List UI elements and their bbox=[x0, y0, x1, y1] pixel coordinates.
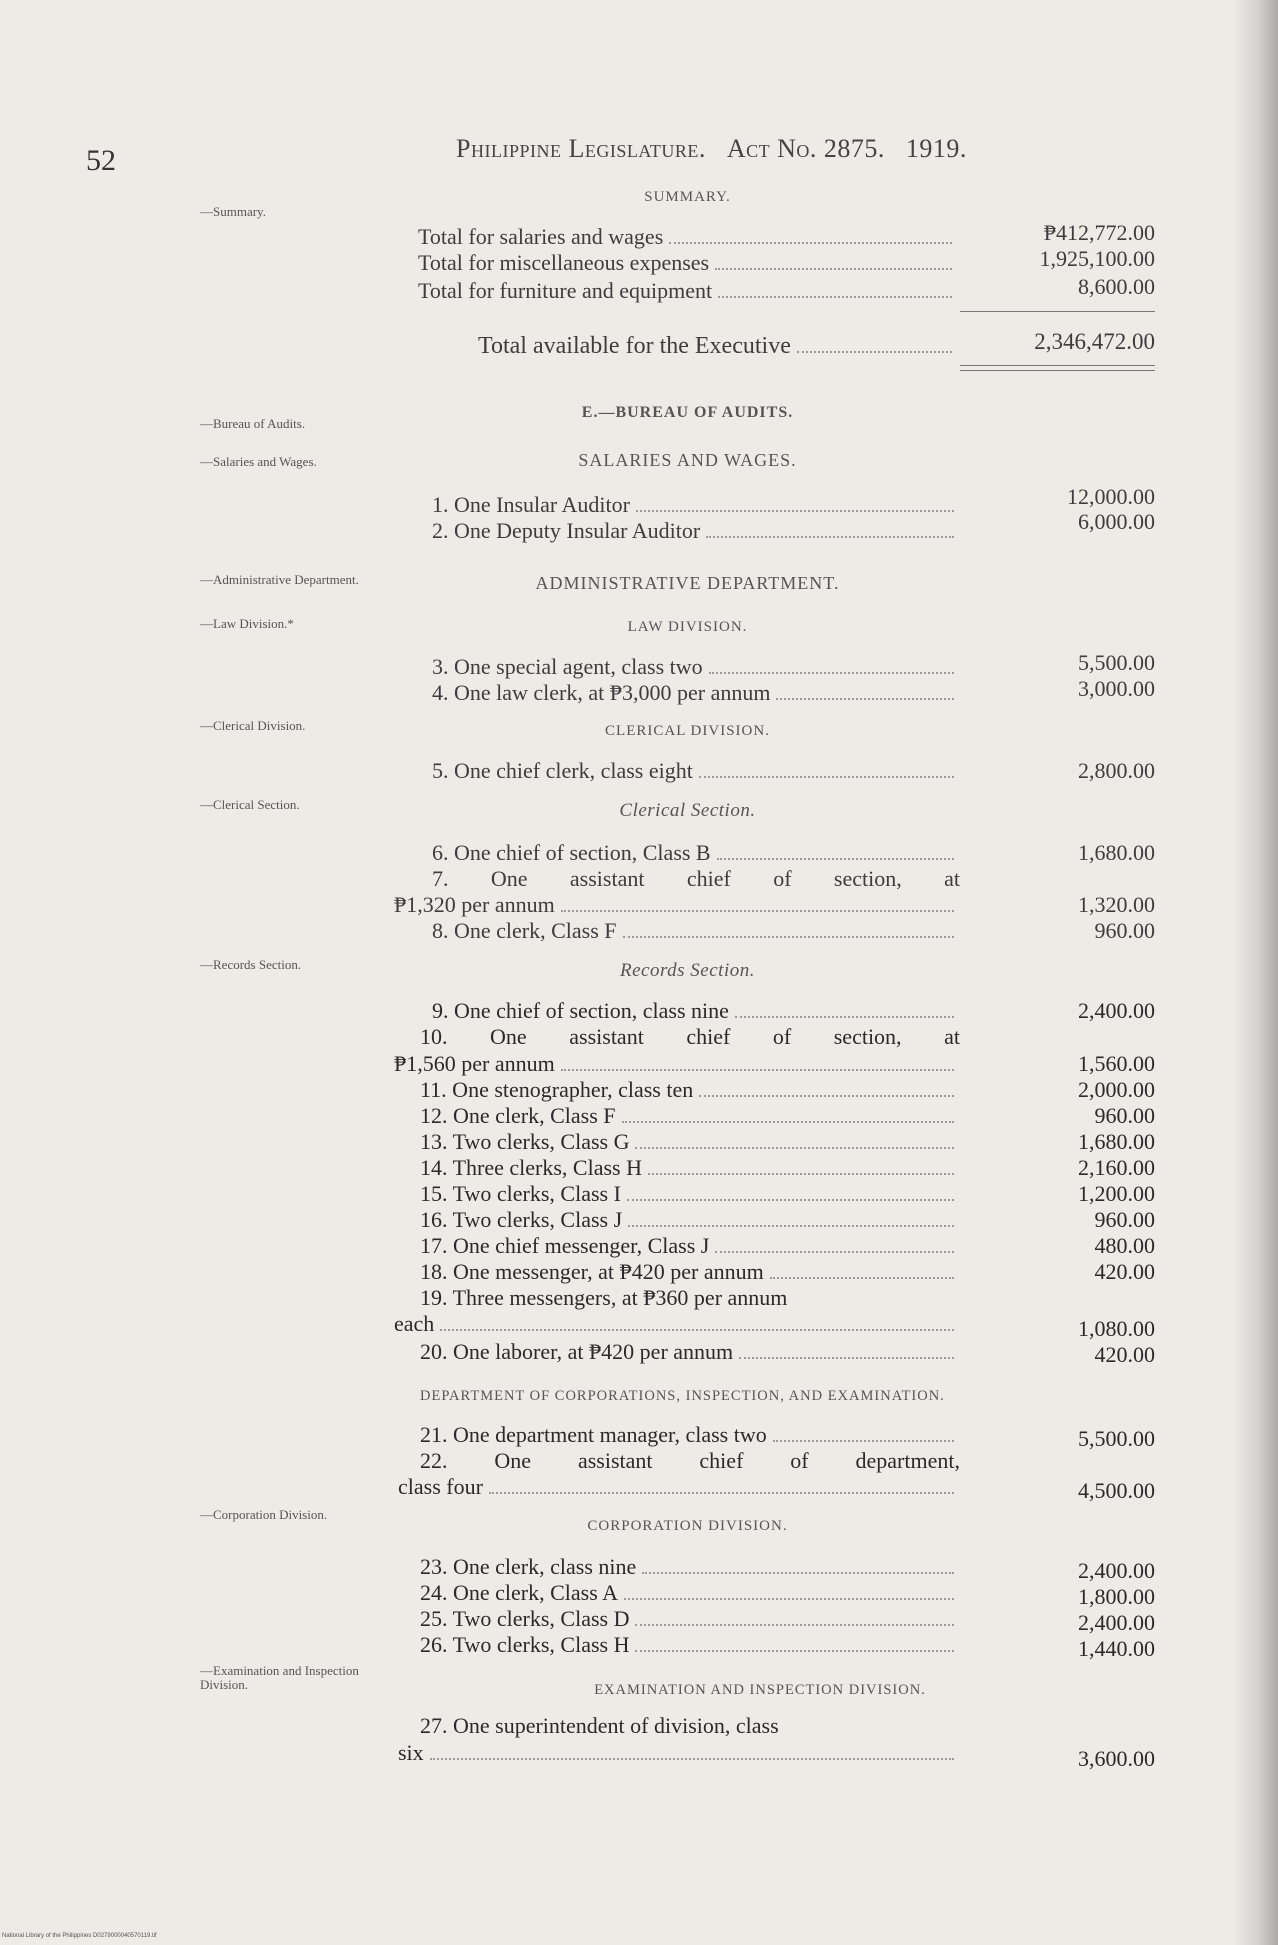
item-amount-16: 960.00 bbox=[1094, 1207, 1155, 1232]
item-row-17: 17. One chief messenger, Class J bbox=[420, 1233, 960, 1259]
item-row-19: 19. Three messengers, at ₱360 per annum bbox=[420, 1285, 788, 1310]
item-row-6: 6. One chief of section, Class B bbox=[432, 840, 960, 866]
item-amount-1: 12,000.00 bbox=[1067, 484, 1155, 509]
heading-clerical-division: CLERICAL DIVISION. bbox=[605, 723, 770, 739]
item-row-7-cont: ₱1,320 per annum bbox=[394, 892, 960, 918]
margin-note-summary: —Summary. bbox=[200, 204, 266, 219]
item-row-27-cont: six bbox=[398, 1740, 960, 1766]
header-year: 1919. bbox=[905, 134, 967, 163]
heading-law-division: LAW DIVISION. bbox=[627, 619, 748, 635]
item-row-24: 24. One clerk, Class A bbox=[420, 1580, 960, 1606]
heading-summary: SUMMARY. bbox=[644, 189, 731, 205]
item-amount-15: 1,200.00 bbox=[1078, 1181, 1155, 1206]
item-amount-3: 5,500.00 bbox=[1078, 650, 1155, 675]
item-amount-6: 1,680.00 bbox=[1078, 840, 1155, 865]
margin-note-law-division: —Law Division.* bbox=[200, 616, 294, 631]
item-row-5: 5. One chief clerk, class eight bbox=[432, 758, 960, 784]
heading-corporations-department: DEPARTMENT OF CORPORATIONS, INSPECTION, AND EXAMINATION. bbox=[420, 1388, 945, 1404]
summary-double-rule bbox=[960, 370, 1155, 371]
summary-amount: ₱412,772.00 bbox=[1043, 220, 1155, 245]
summary-total-row: Total available for the Executive bbox=[478, 333, 958, 359]
item-row-11: 11. One stenographer, class ten bbox=[420, 1077, 960, 1103]
margin-note-clerical-division: —Clerical Division. bbox=[200, 718, 306, 733]
item-row-23: 23. One clerk, class nine bbox=[420, 1554, 960, 1580]
margin-note-clerical-section: —Clerical Section. bbox=[200, 797, 300, 812]
heading-salaries-and-wages: SALARIES AND WAGES. bbox=[578, 450, 797, 470]
item-amount-22: 4,500.00 bbox=[1078, 1478, 1155, 1503]
margin-note-corporation-division: —Corporation Division. bbox=[200, 1507, 328, 1522]
item-row-4: 4. One law clerk, at ₱3,000 per annum bbox=[432, 680, 960, 706]
item-amount-10: 1,560.00 bbox=[1078, 1051, 1155, 1076]
item-row-14: 14. Three clerks, Class H bbox=[420, 1155, 960, 1181]
heading-clerical-section: Clerical Section. bbox=[619, 800, 756, 821]
heading-bureau: E.—BUREAU OF AUDITS. bbox=[581, 404, 794, 421]
summary-row: Total for salaries and wages bbox=[418, 224, 958, 250]
item-amount-12: 960.00 bbox=[1094, 1103, 1155, 1128]
header-title: Philippine Legislature. bbox=[456, 134, 706, 163]
summary-amount: 1,925,100.00 bbox=[1039, 246, 1155, 271]
item-row-12: 12. One clerk, Class F bbox=[420, 1103, 960, 1129]
item-row-3: 3. One special agent, class two bbox=[432, 654, 960, 680]
item-amount-14: 2,160.00 bbox=[1078, 1155, 1155, 1180]
item-amount-25: 2,400.00 bbox=[1078, 1610, 1155, 1635]
item-row-21: 21. One department manager, class two bbox=[420, 1422, 960, 1448]
item-row-16: 16. Two clerks, Class J bbox=[420, 1207, 960, 1233]
item-row-15: 15. Two clerks, Class I bbox=[420, 1181, 960, 1207]
heading-records-section: Records Section. bbox=[620, 960, 755, 981]
item-amount-24: 1,800.00 bbox=[1078, 1584, 1155, 1609]
item-row-9: 9. One chief of section, class nine bbox=[432, 998, 960, 1024]
heading-administrative-department: ADMINISTRATIVE DEPARTMENT. bbox=[535, 573, 840, 593]
item-amount-11: 2,000.00 bbox=[1078, 1077, 1155, 1102]
item-amount-19: 1,080.00 bbox=[1078, 1316, 1155, 1341]
item-row-18: 18. One messenger, at ₱420 per annum bbox=[420, 1259, 960, 1285]
item-row-2: 2. One Deputy Insular Auditor bbox=[432, 518, 960, 544]
item-amount-20: 420.00 bbox=[1094, 1342, 1155, 1367]
item-amount-18: 420.00 bbox=[1094, 1259, 1155, 1284]
margin-note-records-section: —Records Section. bbox=[200, 957, 302, 972]
page-number: 52 bbox=[86, 144, 116, 177]
item-row-1: 1. One Insular Auditor bbox=[432, 492, 960, 518]
item-row-27: 27. One superintendent of division, class bbox=[420, 1713, 779, 1738]
item-row-10: 10. One assistant chief of section, at bbox=[420, 1024, 960, 1049]
item-amount-2: 6,000.00 bbox=[1078, 509, 1155, 534]
summary-amount: 8,600.00 bbox=[1078, 274, 1155, 299]
summary-row: Total for furniture and equipment bbox=[418, 278, 958, 304]
page-edge-shadow bbox=[1232, 0, 1278, 1945]
item-amount-4: 3,000.00 bbox=[1078, 676, 1155, 701]
item-row-25: 25. Two clerks, Class D bbox=[420, 1606, 960, 1632]
heading-corporation-division: CORPORATION DIVISION. bbox=[587, 1518, 788, 1534]
item-amount-21: 5,500.00 bbox=[1078, 1426, 1155, 1451]
margin-note-bureau-of-audits: —Bureau of Audits. bbox=[200, 416, 306, 431]
item-row-10-cont: ₱1,560 per annum bbox=[394, 1051, 960, 1077]
item-amount-7: 1,320.00 bbox=[1078, 892, 1155, 917]
item-row-13: 13. Two clerks, Class G bbox=[420, 1129, 960, 1155]
margin-note-examination-division: —Examination and Inspection Division. bbox=[200, 1663, 359, 1692]
item-amount-26: 1,440.00 bbox=[1078, 1636, 1155, 1661]
margin-note-salaries-and-wages: —Salaries and Wages. bbox=[200, 454, 317, 469]
item-row-19-cont: each bbox=[394, 1311, 960, 1337]
item-amount-13: 1,680.00 bbox=[1078, 1129, 1155, 1154]
item-row-7: 7. One assistant chief of section, at bbox=[432, 866, 960, 891]
margin-note-administrative-department: —Administrative Department. bbox=[200, 572, 359, 587]
running-header bbox=[456, 134, 967, 164]
item-amount-17: 480.00 bbox=[1094, 1233, 1155, 1258]
item-amount-8: 960.00 bbox=[1094, 918, 1155, 943]
summary-double-rule bbox=[960, 365, 1155, 366]
summary-rule bbox=[960, 311, 1155, 312]
item-row-8: 8. One clerk, Class F bbox=[432, 918, 960, 944]
item-row-22-cont: class four bbox=[398, 1474, 960, 1500]
summary-total-amount: 2,346,472.00 bbox=[1034, 329, 1155, 354]
header-act: Act No. 2875. bbox=[726, 134, 885, 163]
item-amount-27: 3,600.00 bbox=[1078, 1746, 1155, 1771]
item-row-26: 26. Two clerks, Class H bbox=[420, 1632, 960, 1658]
item-row-22: 22. One assistant chief of department, bbox=[420, 1448, 960, 1473]
item-amount-9: 2,400.00 bbox=[1078, 998, 1155, 1023]
heading-examination-division: EXAMINATION AND INSPECTION DIVISION. bbox=[594, 1682, 926, 1698]
item-amount-5: 2,800.00 bbox=[1078, 758, 1155, 783]
scan-footer-text: National Library of the Philippines D0279000040570119.tif bbox=[2, 1933, 157, 1939]
item-row-20: 20. One laborer, at ₱420 per annum bbox=[420, 1339, 960, 1365]
summary-row: Total for miscellaneous expenses bbox=[418, 250, 958, 276]
item-amount-23: 2,400.00 bbox=[1078, 1558, 1155, 1583]
